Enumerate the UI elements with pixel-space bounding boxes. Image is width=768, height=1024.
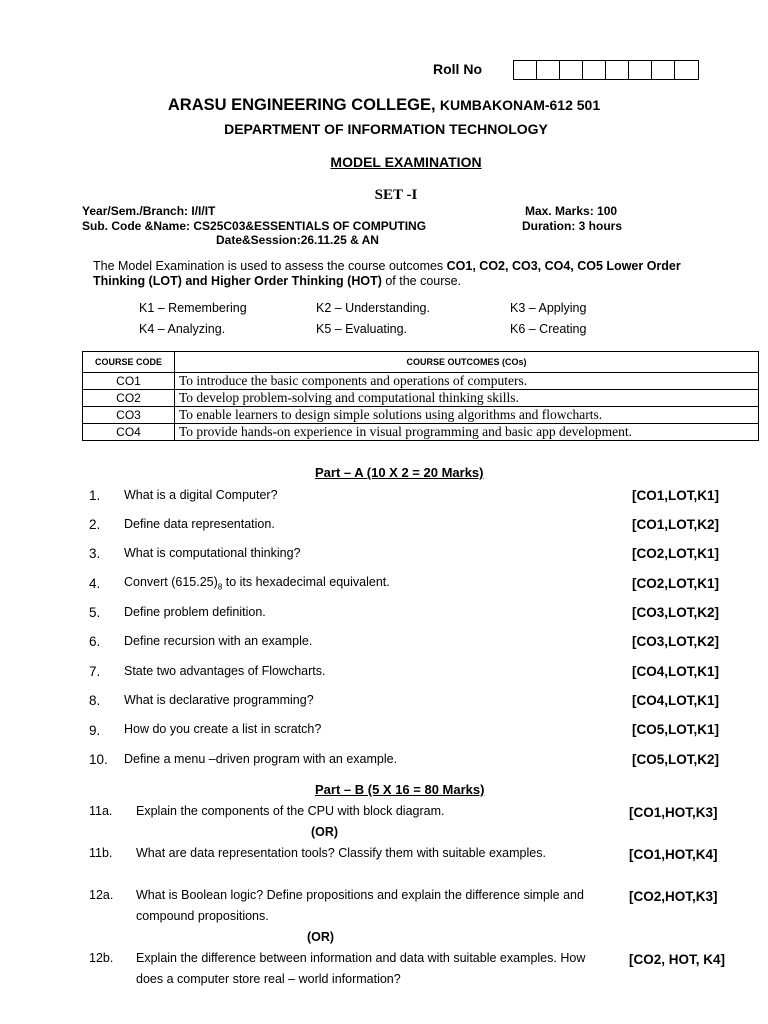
question-number: 5. [89,605,101,620]
course-outcome-cell: To introduce the basic components and operations of computers. [175,373,759,390]
column-header-course-code: COURSE CODE [83,352,175,373]
question-number: 8. [89,693,101,708]
question-text-after: to its hexadecimal equivalent. [222,575,390,589]
max-marks: Max. Marks: 100 [525,204,618,218]
or-separator: (OR) [311,825,339,839]
question-text: What is declarative programming? [124,693,314,707]
course-outcomes-table [82,351,759,441]
question-text: State two advantages of Flowcharts. [124,664,326,678]
course-code-cell: CO4 [83,424,175,441]
part-a-title: Part – A (10 X 2 = 20 Marks) [315,465,484,480]
set-label: SET -I [374,187,418,203]
year-branch: Year/Sem./Branch: I/I/IT [82,204,216,218]
k-level-item: K4 – Analyzing. [139,322,226,336]
question-number: 4. [89,576,101,591]
question-tag: [CO1,LOT,K1] [632,488,720,503]
question-tag: [CO5,LOT,K2] [632,752,720,767]
question-tag: [CO2, HOT, K4] [629,952,726,967]
question-tag: [CO2,LOT,K1] [632,576,720,591]
course-code-cell: CO1 [83,373,175,390]
question-number: 6. [89,634,101,649]
table-header-row [83,352,759,373]
k-level-item: K5 – Evaluating. [316,322,408,336]
outcome-bold: CO1, CO2, CO3, CO4, CO5 Lower Order Thinking (LOT) and Higher Order Thinking (HOT) [93,259,681,288]
k-level-item: K6 – Creating [510,322,587,336]
question-text: How do you create a list in scratch? [124,722,322,736]
question-text: What is Boolean logic? Define propositions and explain the difference simple and compound propositions. [136,888,584,923]
question-tag: [CO2,HOT,K3] [629,889,718,904]
course-code-cell: CO2 [83,390,175,407]
roll-no-box[interactable] [606,61,629,79]
question-text: Define a menu –driven program with an example. [124,752,398,766]
outcome-suffix: of the course. [381,273,462,288]
base-subscript: 8 [217,582,223,592]
question-number: 10. [89,752,108,767]
roll-no-box[interactable] [514,61,537,79]
question-tag: [CO4,LOT,K1] [632,664,720,679]
question-number: 9. [89,723,101,738]
question-number: 12b. [89,951,114,965]
question-number: 11b. [89,846,113,860]
k-level-item: K3 – Applying [510,301,587,315]
question-tag: [CO3,LOT,K2] [632,634,720,649]
question-text: Define data representation. [124,517,275,531]
k-level-item: K2 – Understanding. [316,301,430,315]
question-text: Define problem definition. [124,605,266,619]
college-location: KUMBAKONAM-612 501 [439,97,601,113]
question-tag: [CO2,LOT,K1] [632,546,720,561]
college-name: ARASU ENGINEERING COLLEGE, [167,96,436,114]
question-text: What is a digital Computer? [124,488,278,502]
question-number: 11a. [89,804,113,818]
question-text: Explain the difference between information and data with suitable examples. How does a computer store real – world information? [136,951,586,986]
question-text-before: Convert (615.25) [124,575,218,589]
question-text [124,575,390,592]
question-text: What is computational thinking? [124,546,301,560]
duration: Duration: 3 hours [522,219,623,233]
roll-no-box[interactable] [652,61,675,79]
or-separator: (OR) [307,930,335,944]
question-tag: [CO1,HOT,K3] [629,805,718,820]
course-outcome-cell: To develop problem-solving and computational thinking skills. [175,390,759,407]
outcome-statement [93,259,713,288]
question-number: 3. [89,546,101,561]
roll-no-box[interactable] [583,61,606,79]
question-text: Explain the components of the CPU with block diagram. [136,804,445,818]
roll-no-boxes[interactable] [513,60,699,80]
table-row [83,424,759,441]
roll-no-box[interactable] [675,61,698,79]
question-number: 12a. [89,888,114,902]
question-tag: [CO5,LOT,K1] [632,722,720,737]
roll-no-label: Roll No [433,61,482,77]
question-tag: [CO1,LOT,K2] [632,517,720,532]
table-row [83,390,759,407]
course-code-cell: CO3 [83,407,175,424]
college-heading [0,96,768,115]
column-header-course-outcomes: COURSE OUTCOMES (COs) [175,352,759,373]
exam-title: MODEL EXAMINATION [330,154,482,170]
table-row [83,373,759,390]
outcome-prefix: The Model Examination is used to assess the course outcomes [93,259,447,273]
table-row [83,407,759,424]
roll-no-box[interactable] [537,61,560,79]
k-level-item: K1 – Remembering [139,301,247,315]
course-outcome-cell: To provide hands-on experience in visual programming and basic app development. [175,424,759,441]
question-tag: [CO1,HOT,K4] [629,847,718,862]
date-session: Date&Session:26.11.25 & AN [216,233,379,247]
subject-code-name: Sub. Code &Name: CS25C03&ESSENTIALS OF COMPUTING [82,219,427,233]
part-b-title: Part – B (5 X 16 = 80 Marks) [315,782,485,797]
question-text: Define recursion with an example. [124,634,313,648]
question-tag: [CO4,LOT,K1] [632,693,720,708]
question-number: 1. [89,488,101,503]
question-number: 2. [89,517,101,532]
course-outcome-cell: To enable learners to design simple solutions using algorithms and flowcharts. [175,407,759,424]
question-tag: [CO3,LOT,K2] [632,605,720,620]
roll-no-box[interactable] [629,61,652,79]
question-number: 7. [89,664,101,679]
question-text: What are data representation tools? Classify them with suitable examples. [136,846,546,860]
department-title: DEPARTMENT OF INFORMATION TECHNOLOGY [224,121,548,137]
roll-no-box[interactable] [560,61,583,79]
